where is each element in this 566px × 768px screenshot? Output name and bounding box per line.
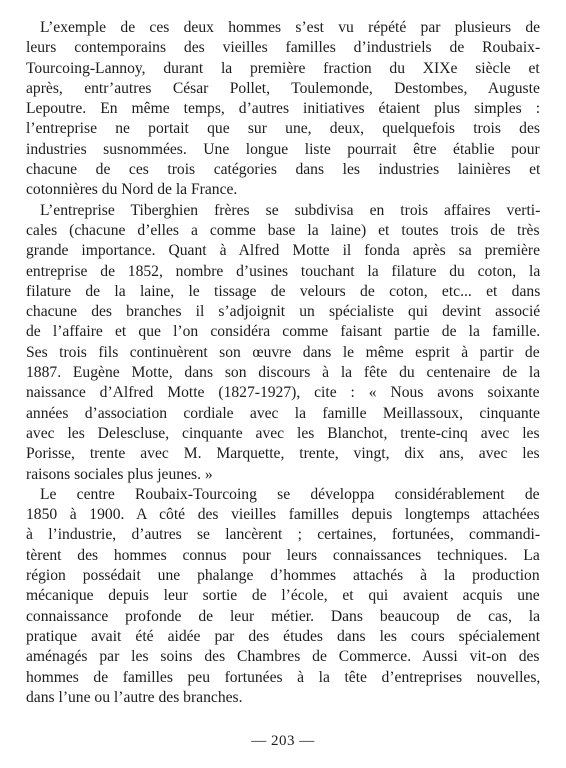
text-line: Le centre Roubaix-Tourcoing se développa considérablement de	[40, 485, 540, 503]
text-line: Ses trois fils continuèrent son œuvre dans le même esprit à partir de	[26, 343, 540, 361]
text-line: hommes de familles peu fortunées à la tête d’entreprises nouvelles,	[26, 668, 541, 686]
text-line: de l’affaire et que l’on considéra comme faisant partie de la famille.	[26, 323, 541, 341]
text-line: naissance d’Alfred Motte (1827-1927), cite : « Nous avons soixante	[26, 384, 540, 402]
text-line: 1887. Eugène Motte, dans son discours à la fête du centenaire de la	[26, 364, 541, 382]
text-line: années d’association cordiale avec la famille Meillassoux, cinquante	[26, 404, 540, 422]
text-line: l’entreprise ne portait que sur une, deux, quelquefois trois des	[26, 120, 540, 138]
text-line: chacune des branches il s’adjoignit un spécialiste qui devint associé	[26, 303, 541, 321]
text-line: dans l’une ou l’autre des branches.	[26, 688, 243, 706]
text-line: à l’industrie, d’autres se lancèrent ; certaines, fortunées, commandi-	[26, 526, 541, 544]
text-line: filature de la laine, le tissage de velours de coton, etc... et dans	[26, 282, 541, 300]
text-line: cales (chacune d’elles a comme base la laine) et toutes trois de très	[26, 221, 540, 239]
text-line: après, entr’autres César Pollet, Toulemonde, Destombes, Auguste	[26, 79, 540, 97]
paragraph	[26, 18, 540, 201]
text-line: Lepoutre. En même temps, d’autres initiatives étaient plus simples :	[26, 100, 541, 118]
text-line: Porisse, trente avec M. Marquette, trente, vingt, dix ans, avec les	[26, 445, 540, 463]
text-line: L’entreprise Tiberghien frères se subdivisa en trois affaires verti-	[40, 201, 541, 219]
page-body	[26, 18, 540, 708]
text-line: industries susnommées. Une longue liste pourrait être établie pour	[26, 140, 540, 158]
page-number: — 203 —	[251, 733, 315, 749]
text-line: leurs contemporains des vieilles familles d’industriels de Roubaix-	[26, 39, 541, 57]
text-line: grande importance. Quant à Alfred Motte il fonda après sa première	[26, 242, 541, 260]
text-line: aménagés par les soins des Chambres de Commerce. Aussi vit-on des	[26, 648, 540, 666]
text-line: pratique avait été aidée par des études dans les cours spécialement	[26, 627, 541, 645]
text-line: avec les Delescluse, cinquante avec les Blanchot, trente-cinq avec les	[26, 424, 540, 442]
text-line: L’exemple de ces deux hommes s’est vu répété par plusieurs de	[40, 19, 541, 36]
text-line: région possédait une phalange d’hommes attachés à la production	[26, 567, 540, 585]
text-line: entreprise de 1852, nombre d’usines touchant la filature du coton, la	[26, 262, 541, 280]
text-line: 1850 à 1900. A côté des vieilles familles depuis longtemps attachées	[26, 506, 540, 524]
text-line: Tourcoing-Lannoy, durant la première fraction du XIXe siècle et	[26, 59, 540, 77]
paragraph	[26, 201, 540, 485]
paragraph	[26, 485, 540, 708]
text-line: connaissance profonde de leur métier. Dans beaucoup de cas, la	[26, 607, 541, 625]
text-line: tèrent des hommes connus pour leurs connaissances techniques. La	[26, 546, 540, 564]
text-line: cotonnières du Nord de la France.	[26, 181, 238, 199]
text-line: raisons sociales plus jeunes. »	[26, 465, 213, 483]
text-line: mécanique depuis leur sortie de l’école, et qui avaient acquis une	[26, 587, 540, 605]
text-line: chacune de ces trois catégories dans les industries lainières et	[26, 161, 541, 179]
